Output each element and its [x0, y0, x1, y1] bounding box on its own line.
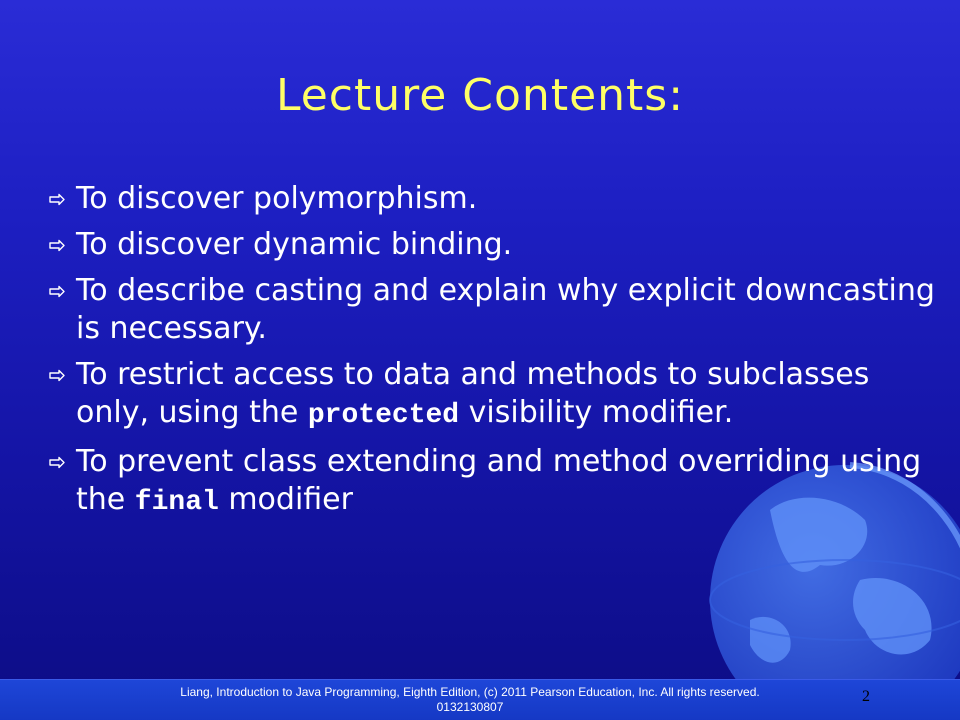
footer-bar	[0, 679, 960, 720]
footer-copyright: Liang, Introduction to Java Programming, Eighth Edition, (c) 2011 Pearson Education, Inc. All rights reserved. 0132130807	[180, 685, 760, 714]
bullet-item	[48, 356, 948, 435]
code-keyword-protected: protected	[307, 400, 460, 431]
pointing-hand-icon	[48, 367, 66, 385]
bullet-text-pre: To prevent class extending and method overriding using the	[76, 444, 922, 517]
slide-title: Lecture Contents:	[275, 70, 685, 121]
bullet-item	[48, 443, 948, 522]
bullet-text: To discover dynamic binding.	[76, 227, 513, 262]
bullet-text-post: modifier	[218, 482, 353, 517]
pointing-hand-icon	[48, 237, 66, 255]
bullet-item	[48, 180, 948, 218]
bullet-text: To discover polymorphism.	[76, 181, 478, 216]
pointing-hand-icon	[48, 454, 66, 472]
bullet-text-pre: To restrict access to data and methods to subclasses only, using the	[76, 357, 870, 430]
bullet-item	[48, 226, 948, 264]
bullet-text: To describe casting and explain why explicit downcasting is necessary.	[76, 273, 935, 346]
page-number: 2	[862, 688, 870, 705]
bullet-item	[48, 272, 948, 348]
bullet-text-post: visibility modifier.	[459, 395, 734, 430]
code-keyword-final: final	[134, 487, 219, 518]
pointing-hand-icon	[48, 191, 66, 209]
pointing-hand-icon	[48, 283, 66, 301]
bullet-list	[48, 180, 948, 530]
